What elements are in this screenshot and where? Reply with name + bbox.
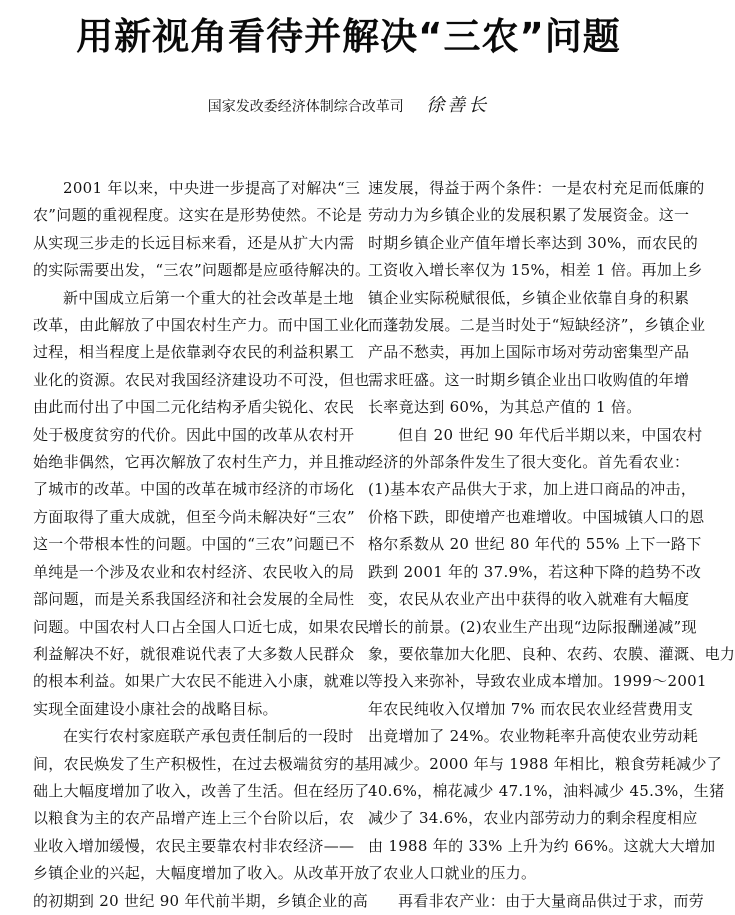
author-organization: 国家发改委经济体制综合改革司 [207,99,404,115]
paragraph [368,888,705,915]
text-line: 而蓬勃发展。二是当时处于“短缺经济”，乡镇企业 [368,316,706,335]
paragraph [368,175,706,422]
text-line: 经济的外部条件发生了很大变化。首先看农业： [368,453,690,472]
paragraph [33,723,370,915]
text-line: 方面取得了重大成就，但至今尚未解决好“三农” [33,507,355,526]
text-line: 部问题，而是关系我国经济和社会发展的全局性 [33,590,355,609]
text-line: 出竟增加了 24%。农业物耗率升高使农业劳动耗 [368,727,699,746]
text-line: 由 1988 年的 33% 上升为约 66%。这就大大增加 [368,836,716,855]
text-line: 乡镇企业的兴起，大幅度增加了收入。从改革开放 [33,864,370,883]
text-line: 等投入来弥补，导致农业成本增加。1999～2001 [368,672,707,691]
text-line: 了城市的改革。中国的改革在城市经济的市场化 [33,480,355,499]
text-line: 变，农民从农业产出中获得的收入就难有大幅度 [368,590,690,609]
text-line: 年农民纯收入仅增加 7% 而农民农业经营费用支 [368,699,694,718]
text-line: 镇企业实际税赋很低，乡镇企业依靠自身的积累 [368,288,690,307]
text-line: 这一个带根本性的问题。中国的“三农”问题已不 [33,535,355,554]
text-line: 但自 20 世纪 90 年代后半期以来，中国农村 [398,425,703,444]
text-line: 劳动力为乡镇企业的发展积累了发展资金。这一 [368,206,690,225]
text-line: 过程，相当程度上是依靠剥夺农民的利益积累工 [33,343,355,362]
text-line: 始绝非偶然，它再次解放了农村生产力，并且推动 [33,453,370,472]
text-line: 跌到 2001 年的 37.9%，若这种下降的趋势不改 [368,562,702,581]
text-line: 的初期到 20 世纪 90 年代前半期，乡镇企业的高 [33,891,369,910]
text-line: 象，要依靠加大化肥、良种、农药、农膜、灌溉、电力 [368,644,735,663]
text-line: 产品不愁卖，再加上国际市场对劳动密集型产品 [368,343,690,362]
text-line: 速发展，得益于两个条件：一是农村充足而低廉的 [368,179,705,197]
text-line: 40.6%，棉花减少 47.1%，油料减少 45.3%，生猪 [368,781,725,800]
paragraph [33,285,370,724]
text-line: 时期乡镇企业产值年增长率达到 30%，而农民的 [368,233,699,252]
text-line: 减少了 34.6%，农业内部劳动力的剩余程度相应 [368,809,698,828]
text-line: 改革，由此解放了中国农村生产力。而中国工业化 [33,316,370,335]
author-name: 徐善长 [426,95,490,116]
text-line: 业化的资源。农民对我国经济建设功不可没，但也 [33,370,370,389]
text-line: 利益解决不好，就很难说代表了大多数人民群众 [33,644,355,663]
text-line: 问题。中国农村人口占全国人口近七成，如果农民 [33,617,370,636]
text-line: 了农业人口就业的压力。 [368,864,537,883]
text-line: 增长的前景。(2)农业生产出现“边际报酬递减”现 [368,617,697,636]
text-line: 在实行农村家庭联产承包责任制后的一段时 [63,727,354,746]
article-title: 用新视角看待并解决“三农”问题 [76,15,621,58]
text-line: 实现全面建设小康社会的战略目标。 [33,699,278,718]
text-line: 需求旺盛。这一时期乡镇企业出口收购值的年增 [368,370,690,389]
text-line: 业收入增加缓慢，农民主要靠农村非农经济—— [33,836,355,855]
text-line: 长率竟达到 60%，为其总产值的 1 倍。 [368,398,642,417]
text-line: 格尔系数从 20 世纪 80 年代的 55% 上下一路下 [368,535,702,554]
byline [0,96,697,117]
text-line: 再看非农产业：由于大量商品供过于求，而劳 [398,891,705,910]
text-line: 处于极度贫穷的代价。因此中国的改革从农村开 [33,425,355,444]
right-column [368,175,735,915]
paragraph [33,175,371,285]
paragraph [368,422,735,888]
text-line: 单纯是一个涉及农业和农村经济、农民收入的局 [33,562,355,581]
text-line: 新中国成立后第一个重大的社会改革是土地 [63,288,354,307]
text-line: 2001 年以来，中央进一步提高了对解决“三 [63,179,361,197]
left-column [33,175,371,915]
text-line: 以粮食为主的农产品增产连上三个台阶以后，农 [33,809,355,828]
text-line: 的实际需要出发，“三农”问题都是应亟待解决的。 [33,261,371,280]
text-line: 工资收入增长率仅为 15%，相差 1 倍。再加上乡 [368,261,703,280]
text-line: 价格下跌，即使增产也难增收。中国城镇人口的恩 [368,507,705,526]
text-line: 用减少。2000 年与 1988 年相比，粮食劳耗减少了 [368,754,723,773]
text-line: 农”问题的重视程度。这实在是形势使然。不论是 [33,206,363,225]
text-line: 由此而付出了中国二元化结构矛盾尖锐化、农民 [33,398,355,417]
text-line: 础上大幅度增加了收入，改善了生活。但在经历了 [33,781,370,800]
text-line: 间，农民焕发了生产积极性，在过去极端贫穷的基 [33,754,370,773]
text-line: 的根本利益。如果广大农民不能进入小康，就难以 [33,672,370,691]
text-line: (1)基本农产品供大于求，加上进口商品的冲击， [368,480,697,499]
text-line: 从实现三步走的长远目标来看，还是从扩大内需 [33,233,355,252]
